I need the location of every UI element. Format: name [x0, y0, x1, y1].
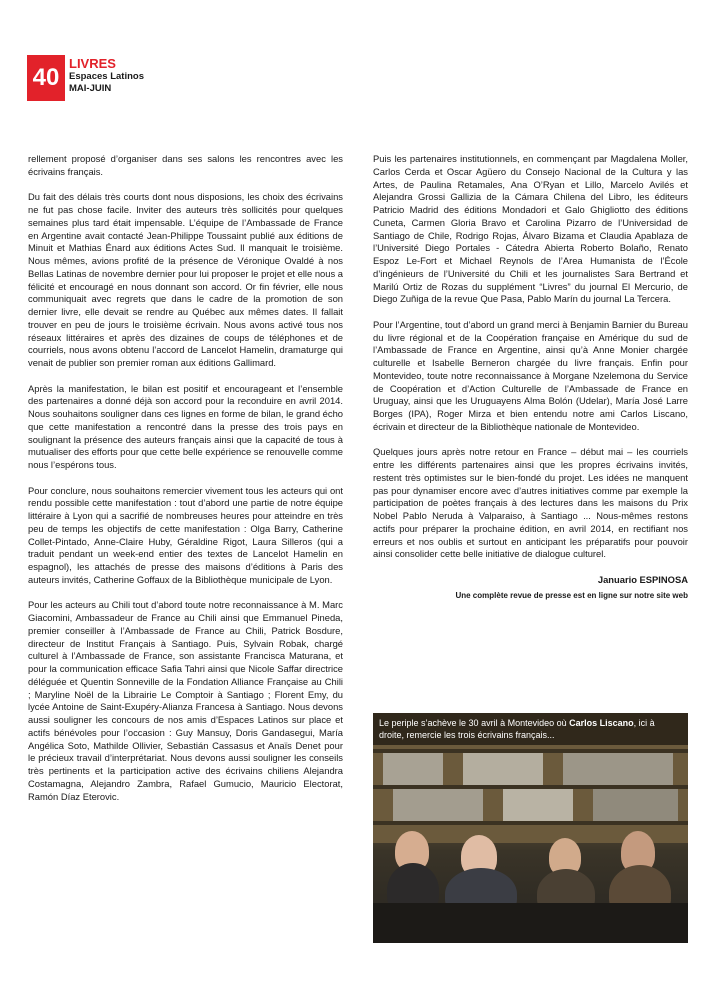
paragraph: Pour conclure, nous souhaitons remercier vivement tous les acteurs qui ont rendu possible cette manifestation : tout d’abord une partie de notre équipe littéraire à Lyon qui a sacrifié de nombreuses heures pour atteindre en très peu de temps les objectifs de cette manifestation : Olga Barry, Catherine Collet-Pintado, Anne-Claire Huby, Géraldine Rigot, Laura Silleros (qui a traduit pendant un week-end entier des textes de Lancelot Hamelin en espagnol), les attachés de presse des maisons d’éditions à Paris des auteurs invités, Catherine Goffaux de la Bibliothèque municipale de Lyon.	[28, 484, 343, 585]
paragraph: Puis les partenaires institutionnels, en commençant par Magdalena Moller, Carlos Cerda et Oscar Agüero du Consejo Nacional de la Cultura y las Artes, de Paulina Retamales, Ana O’Ryan et Lillo, Marcelo Avilés et Alejandra Grossi Gallizia de la Cámara Chilena del Libro, les éditeurs Patricio Madrid des éditions Mondadori et Galo Ghigliotto des éditions Cuneta, Carmen Gloria Bravo et Carolina Pizarro de l’Universidad de Santiago de Chile, Rodrigo Rojas, Álvaro Bizama et Claudia Apablaza de l’Université Diego Portales - Cátedra Abierta Roberto Bolaño, Renato Espoz Le-Fort et Michael Reynols de l’Area Humanista de l’École d’ingénieurs de l’Université du Chili et les journalistes Sara Bertrand et Marilú Ortiz de Rozas du supplément “Livres” du journal El Mercurio, de Diego Zuñiga de la revue Que Pasa, Pablo Marín du journal La Tercera.	[373, 153, 688, 305]
left-column	[28, 153, 343, 816]
right-column	[373, 153, 688, 601]
paragraph: Quelques jours après notre retour en France – début mai – les courriels entre les différents partenaires ainsi que les propres écrivains invités, restent très optimistes sur le bien-fondé du projet. Les idées ne manquent pas pour dynamiser encore avec d’autres initiatives comme par exemple la participation de poètes français à des lectures dans les maisons du Prix Nobel Pablo Neruda à Valparaiso, à Santiago ... Nous-mêmes restons actifs pour préparer la prochaine édition, en avril 2014, en rectifiant nos erreurs et nos oublis et surtout en anticipant les préparatifs pour pouvoir ainsi consolider cette belle initiative de dialogue culturel.	[373, 446, 688, 560]
magazine-name: Espaces Latinos	[69, 71, 144, 82]
table	[373, 903, 688, 943]
paragraph: Après la manifestation, le bilan est positif et encourageant et l’ensemble des partenaires a donné déjà son accord pour la reconduire en avril 2014. Nous souhaitons souligner dans ces lignes en forme de bilan, le grand écho que cette manifestation a rencontré dans la presse des trois pays en soulignant la présence des auteurs français ainsi que la capacité de tous à mutualiser des efforts pour que cette belle expérience se renouvelle comme nous l’espérons tous.	[28, 382, 343, 470]
paragraph: Du fait des délais très courts dont nous disposions, les choix des écrivains ne fut pas chose facile. Inviter des auteurs très sollicités pour quelques semaines plus tard était impensable. L’équipe de l’Ambassade de France en Argentine avait contacté Jean-Philippe Toussaint publié aux éditions de Minuit et Mathias Énard aux éditions Actes Sud. Il manquait le troisième. Nous mêmes, avions profité de la présence de Véronique Ovaldé à nos Bellas Latinas de novembre dernier pour lui proposer le projet et elle nous a félicité et encouragé en nous donnant son accord. Or fin février, elle nous communiquait avec regrets que dans le cadre de la promotion de son dernier livre, elle devait se rendre au Québec aux mêmes dates. Il fallait trouver en peu de jours le troisième écrivain. Nous avons activé tous nos réseaux littéraires et après des dizaines de coups de téléphones et de courriels, nous avons obtenu l’accord de Lancelot Hamelin, dramaturge qui venait de publier son premier roman aux éditions Gallimard.	[28, 191, 343, 368]
caption-name: Carlos Liscano	[569, 718, 634, 728]
photo-caption	[373, 713, 688, 745]
page-number: 40	[27, 55, 65, 101]
author-signature: Januario ESPINOSA	[597, 573, 688, 585]
section-heading	[69, 56, 269, 95]
paragraph: Pour l’Argentine, tout d’abord un grand merci à Benjamin Barnier du Bureau du livre régional et de la Coopération française en Amérique du sud de l’Ambassade de France en Argentine, ainsi qu’à Anne Monier chargée culturelle et Isabelle Berneron chargée du livre français. Enfin pour Montevideo, toute notre reconnaissance à Morgane Nzelemona du Service de Coopération et d’Action Culturelle de l’Ambassade de France en Uruguay, ainsi que les Uruguayens Alma Bolón (Udelar), María José Larre Borges (IPA), Roger Mirza et bien entendu notre ami Carlos Liscano, écrivain et directeur de la Bibliothèque nationale de Montevideo.	[373, 318, 688, 432]
caption-text: , ici à droite, remercie les trois écrivains français...	[379, 718, 655, 740]
caption-text: Le periple s’achève le 30 avril à Montevideo où	[379, 718, 570, 728]
event-photo	[373, 713, 688, 943]
section-title: LIVRES	[69, 56, 116, 71]
press-review-note: Une complète revue de presse est en ligne sur notre site web	[455, 590, 688, 600]
paragraph: rellement proposé d’organiser dans ses salons les rencontres avec les écrivains français.	[28, 153, 343, 177]
issue-label: MAI-JUIN	[69, 83, 112, 94]
paragraph: Pour les acteurs au Chili tout d’abord toute notre reconnaissance à M. Marc Giacomini, Ambassadeur de France au Chili ainsi que Emmanuel Pineda, premier conseiller à l’Ambassade de France au Chili, Patrick Bosdure, directeur de Institut Français à Santiago. Puis, Sylvain Robak, chargé culturel à l’Ambassade de France, son assistante Francisca Maturana, et pour la communication efficace Safia Tahri ainsi que Nicole Saffar directrice déléguée et Quentin Sonneville de la Fondation Alliance Française au Chili ; Maryline Noël de la Librairie Le Comptoir à Santiago ; Florent Emy, du lycée Antoine de Saint-Exupéry-Alianza Francesa à Santiago. Nous devons aussi souligner les concours de nos amis d’Espaces Latinos sur place et actifs bénévoles pour l’occasion : Guy Mansuy, Doris Gandasegui, María Angélica Soto, Mathilde Ollivier, Sebastián Cassasus et Anaïs Denet pour le précieux travail d’interprétariat. Nous devons aussi souligner les conseils très pertinents et la participation active des écrivains chiliens Alejandra Costamagna, Alejandro Zambra, Rafael Gumucio, Mauricio Electorat, Ramón Díaz Eterovic.	[28, 599, 343, 802]
